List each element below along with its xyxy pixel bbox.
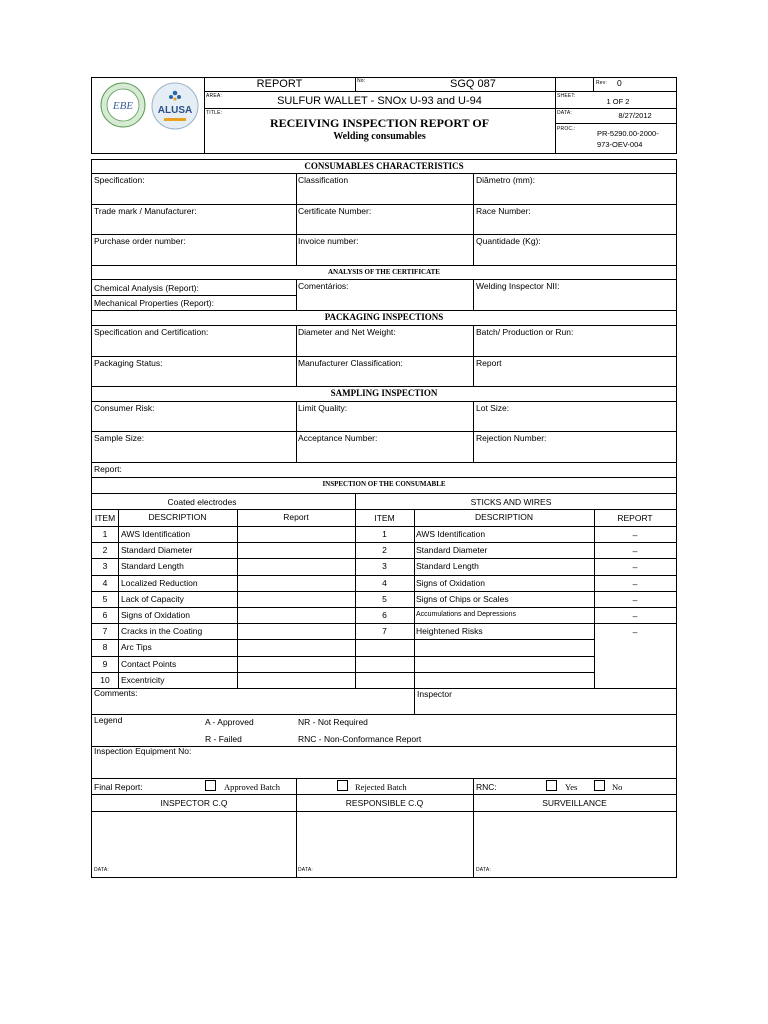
coated-item-report-cell[interactable] <box>238 673 354 687</box>
wire-item-report[interactable]: – <box>632 627 638 638</box>
coated-item-number: 8 <box>102 642 108 653</box>
col-description-left: DESCRIPTION <box>148 512 207 522</box>
footer-inspector-field[interactable]: Inspector <box>417 689 452 699</box>
legend-approved: A - Approved <box>205 717 254 727</box>
coated-item-report-cell[interactable] <box>238 592 354 606</box>
wire-item-number: 7 <box>382 626 387 637</box>
col-report-left: Report <box>283 512 309 522</box>
coated-item-description: Cracks in the Coating <box>121 626 203 637</box>
final-report-label: Final Report: <box>94 782 143 792</box>
manufacturer-classification-field[interactable]: Manufacturer Classification: <box>298 358 403 368</box>
title-label: TITLE: <box>206 110 223 116</box>
doc-type: REPORT <box>256 78 303 90</box>
coated-item-description: Standard Diameter <box>121 545 193 556</box>
sample-size-field[interactable]: Sample Size: <box>94 433 145 443</box>
limit-quality-field[interactable]: Limit Quality: <box>298 403 348 413</box>
coated-item-description: Standard Length <box>121 561 184 572</box>
coated-item-number: 9 <box>102 658 108 669</box>
coated-item-number: 6 <box>102 610 108 620</box>
proc-value-line2: 973-OEV-004 <box>597 140 643 149</box>
coated-item-description: AWS Identification <box>121 529 191 539</box>
proc-label: PROC.: <box>557 126 576 132</box>
specification-field[interactable]: Specification: <box>94 175 145 185</box>
signature-surveillance-header: SURVEILLANCE <box>542 798 607 808</box>
signature-surveillance-box[interactable] <box>474 812 675 862</box>
invoice-number-field[interactable]: Invoice number: <box>298 236 359 246</box>
company-logo-left <box>100 82 146 128</box>
race-number-field[interactable]: Race Number: <box>476 206 531 216</box>
inspection-equipment-field[interactable]: Inspection Equipment No: <box>94 746 192 756</box>
coated-item-report-cell[interactable] <box>238 657 354 671</box>
wire-item-number: 6 <box>382 610 387 620</box>
sheet-value: 1 OF 2 <box>606 97 630 106</box>
coated-item-number: 7 <box>102 626 108 637</box>
rejected-batch-checkbox[interactable] <box>337 780 348 791</box>
acceptance-number-field[interactable]: Acceptance Number: <box>298 433 378 443</box>
wire-item-description: Accumulations and Depressions <box>416 611 516 618</box>
lot-size-field[interactable]: Lot Size: <box>476 403 510 413</box>
analysis-heading: ANALYSIS OF THE CERTIFICATE <box>328 268 440 276</box>
wire-item-report[interactable]: – <box>632 578 638 589</box>
consumables-heading: CONSUMABLES CHARACTERISTICS <box>304 161 464 171</box>
rnc-no-label: No <box>612 782 623 792</box>
diameter-field[interactable]: Diâmetro (mm): <box>476 175 536 185</box>
document-number: SGQ 087 <box>450 78 496 90</box>
proc-value-line1: PR-5290.00-2000- <box>597 129 659 138</box>
quantity-field[interactable]: Quantidade (Kg): <box>476 236 541 246</box>
coated-item-description: Contact Points <box>121 658 177 669</box>
report-subtitle: Welding consumables <box>333 131 426 142</box>
wire-item-report[interactable]: – <box>632 562 638 573</box>
welding-inspector-field[interactable]: Welding Inspector NII: <box>476 281 560 291</box>
rnc-no-checkbox[interactable] <box>594 780 605 791</box>
report-title: RECEIVING INSPECTION REPORT OF <box>269 116 490 130</box>
wire-item-number: 1 <box>382 529 387 539</box>
packaging-report-field[interactable]: Report <box>476 358 502 368</box>
coated-item-number: 3 <box>102 561 108 572</box>
coated-item-description: Localized Reduction <box>121 577 198 588</box>
trademark-field[interactable]: Trade mark / Manufacturer: <box>94 206 197 216</box>
signature-responsible-date[interactable]: DATA: <box>298 867 313 873</box>
wire-item-report[interactable]: – <box>632 594 638 605</box>
legend-non-conformance: RNC - Non-Conformance Report <box>298 734 422 744</box>
company-logo-right-text: ALUSA <box>157 105 193 116</box>
legend-label: Legend <box>94 715 123 725</box>
area-label: AREA: <box>206 93 223 99</box>
coated-item-report-cell[interactable] <box>238 608 354 622</box>
coated-item-number: 1 <box>102 529 108 539</box>
revision-value: 0 <box>617 78 622 88</box>
chemical-analysis-field[interactable]: Chemical Analysis (Report): <box>94 283 199 293</box>
purchase-order-field[interactable]: Purchase order number: <box>94 236 186 246</box>
coated-electrodes-title: Coated electrodes <box>167 497 237 507</box>
coated-item-report-cell[interactable] <box>238 527 354 541</box>
signature-responsible-box[interactable] <box>297 812 472 862</box>
wire-item-report[interactable]: – <box>632 546 638 557</box>
rejected-batch-label: Rejected Batch <box>355 782 407 792</box>
comments-field[interactable]: Comentários: <box>298 281 349 291</box>
wire-item-description: Signs of Oxidation <box>416 577 485 588</box>
sheet-label: SHEET: <box>557 93 576 99</box>
date-label: DATA: <box>557 110 572 116</box>
coated-item-report-cell[interactable] <box>238 624 354 638</box>
coated-item-number: 2 <box>102 545 108 556</box>
svg-text:EBE: EBE <box>112 100 134 112</box>
coated-item-number: 5 <box>102 593 108 604</box>
rnc-yes-label: Yes <box>565 782 578 792</box>
coated-item-number: 4 <box>102 577 108 588</box>
certificate-number-field[interactable]: Certificate Number: <box>298 206 372 216</box>
col-description-right: DESCRIPTION <box>474 512 534 522</box>
wire-item-report[interactable]: – <box>632 530 638 540</box>
coated-item-report-cell[interactable] <box>238 640 354 654</box>
signature-surveillance-date[interactable]: DATA: <box>476 867 491 873</box>
classification-field[interactable]: Classification <box>298 175 349 185</box>
diameter-weight-field[interactable]: Diameter and Net Weight: <box>298 327 396 337</box>
packaging-heading: PACKAGING INSPECTIONS <box>324 312 444 322</box>
coated-item-description: Arc Tips <box>121 642 152 653</box>
batch-field[interactable]: Batch/ Production or Run: <box>476 327 574 337</box>
approved-batch-checkbox[interactable] <box>205 780 216 791</box>
spec-certification-field[interactable]: Specification and Certification: <box>94 327 209 337</box>
wire-item-number: 3 <box>382 561 387 572</box>
rnc-label: RNC: <box>476 782 497 792</box>
rev-label: Rev: <box>596 80 608 86</box>
sampling-report-field[interactable]: Report: <box>94 464 122 474</box>
wire-item-report[interactable]: – <box>632 611 638 621</box>
legend-not-required: NR - Not Required <box>298 717 368 727</box>
col-item-left: ITEM <box>94 513 116 523</box>
coated-item-report-cell[interactable] <box>238 559 354 573</box>
signature-inspector-header: INSPECTOR C.Q <box>160 798 228 808</box>
coated-item-description: Excentricity <box>121 674 165 685</box>
coated-item-report-cell[interactable] <box>238 576 354 590</box>
rnc-yes-checkbox[interactable] <box>546 780 557 791</box>
wire-item-number: 5 <box>382 593 387 604</box>
wire-item-description: Standard Length <box>416 561 479 572</box>
wire-item-description: Standard Diameter <box>416 545 488 556</box>
mechanical-properties-field[interactable]: Mechanical Properties (Report): <box>94 298 214 308</box>
signature-inspector-box[interactable] <box>93 812 295 862</box>
inspection-heading: INSPECTION OF THE CONSUMABLE <box>322 480 446 488</box>
company-logo-right <box>150 82 200 130</box>
consumer-risk-field[interactable]: Consumer Risk: <box>94 403 155 413</box>
rejection-number-field[interactable]: Rejection Number: <box>476 433 547 443</box>
packaging-status-field[interactable]: Packaging Status: <box>94 358 163 368</box>
area-value: SULFUR WALLET - SNOx U-93 and U-94 <box>277 95 482 107</box>
wire-item-description: AWS Identification <box>416 529 486 539</box>
signature-inspector-date[interactable]: DATA: <box>94 867 109 873</box>
col-item-right: ITEM <box>374 513 395 523</box>
wire-item-description: Signs of Chips or Scales <box>416 593 509 604</box>
legend-failed: R - Failed <box>205 734 242 744</box>
coated-item-description: Signs of Oxidation <box>121 610 190 620</box>
wire-item-description: Heightened Risks <box>416 626 483 637</box>
footer-comments-field[interactable]: Comments: <box>94 688 138 698</box>
coated-item-number: 10 <box>100 674 110 685</box>
coated-item-description: Lack of Capacity <box>121 593 184 604</box>
approved-batch-label: Approved Batch <box>224 782 280 792</box>
col-report-right: REPORT <box>617 513 653 523</box>
coated-item-report-cell[interactable] <box>238 543 354 557</box>
sticks-wires-title: STICKS AND WIRES <box>470 497 552 507</box>
no-label: No: <box>357 78 366 84</box>
wire-item-number: 4 <box>382 577 387 588</box>
sampling-heading: SAMPLING INSPECTION <box>330 388 438 398</box>
signature-responsible-header: RESPONSIBLE C.Q <box>345 798 424 808</box>
wire-item-number: 2 <box>382 545 387 556</box>
date-value: 8/27/2012 <box>618 111 652 120</box>
